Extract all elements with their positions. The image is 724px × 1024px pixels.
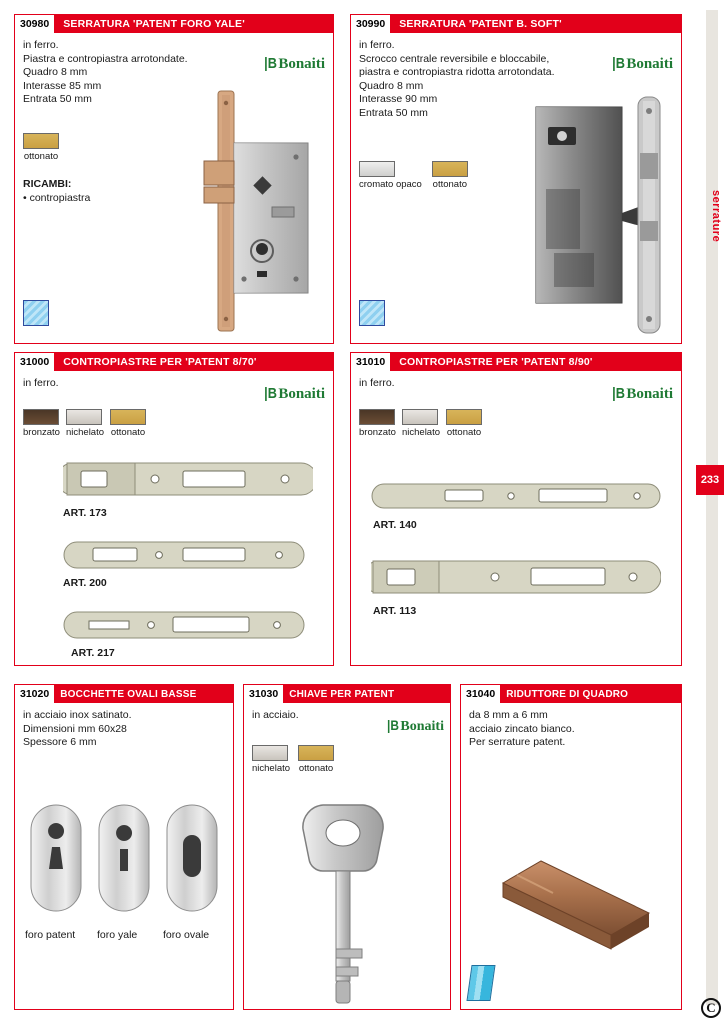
product-code: 31030 [244,685,284,703]
product-code: 31040 [461,685,501,703]
card-body [351,33,681,190]
card-header [351,15,681,33]
card-body [351,371,681,617]
swatch-nichelato [66,409,104,438]
card-body [15,33,333,204]
swatch-color [298,745,334,761]
product-description: in acciaio. [252,709,299,721]
card-header [15,685,233,703]
swatch-color [446,409,482,425]
brand-mark-icon: |B [264,55,278,72]
product-description: in ferro. [23,377,59,389]
product-card-31040 [460,684,682,1010]
publisher-logo: C [701,998,721,1018]
swatch-color [23,409,59,425]
new-product-icon [359,300,385,326]
product-title: CONTROPIASTRE PER 'PATENT 8/70' [55,353,333,371]
card-header [461,685,681,703]
swatch-ottonato [432,161,468,190]
escutcheon-label-yale: foro yale [97,929,138,941]
lock-illustration [526,93,676,338]
swatch-label: ottonato [446,427,482,438]
swatch-nichelato [252,745,290,774]
swatch-label: ottonato [23,151,59,162]
swatch-bronzato [23,409,60,438]
product-card-31030 [243,684,451,1010]
card-header [244,685,450,703]
swatch-cromato-opaco [359,161,422,190]
page-side-rail [696,0,724,1024]
product-card-30980 [14,14,334,344]
product-code: 31000 [15,353,55,371]
brand-logo-bonaiti: |BBonaiti [264,55,325,72]
finish-swatches [23,409,146,438]
swatch-bronzato [359,409,396,438]
brand-mark-icon: |B [612,55,626,72]
item-label-217: ART. 217 [71,647,115,659]
swatch-color [110,409,146,425]
card-body [15,703,233,941]
swatch-color [359,409,395,425]
product-title: BOCCHETTE OVALI BASSE [55,685,233,703]
product-code: 30990 [351,15,391,33]
brand-mark-icon: |B [264,385,278,402]
product-title: RIDUTTORE DI QUADRO [501,685,681,703]
finish-swatches [252,745,334,774]
swatch-label: nichelato [401,427,441,438]
item-label-200: ART. 200 [63,577,107,589]
product-description: in ferro. Piastra e contropiastra arrotondate. Quadro 8 mm Interasse 85 mm Entrata 50 mm [23,39,188,105]
finish-swatches [359,409,482,438]
swatch-ottonato [23,133,59,162]
strike-plate-173-illustration [63,461,313,497]
card-body [244,703,450,774]
swatch-ottonato [110,409,146,438]
swatch-label: cromato opaco [359,179,422,190]
swatch-color [66,409,102,425]
swatch-label: nichelato [65,427,105,438]
product-description: da 8 mm a 6 mm acciaio zincato bianco. Per serrature patent. [469,709,575,748]
product-code: 31020 [15,685,55,703]
item-label-140: ART. 140 [373,519,417,531]
swatch-label: bronzato [23,427,60,438]
strike-plate-140-illustration [371,483,661,509]
section-label: serrature [710,190,722,243]
product-card-31010 [350,352,682,666]
escutcheon-label-ovale: foro ovale [163,929,210,941]
strike-plate-200-illustration [63,541,313,569]
swatch-color [23,133,59,149]
swatch-ottonato [446,409,482,438]
swatch-label: bronzato [359,427,396,438]
product-description: in acciaio inox satinato. Dimensioni mm 60x28 Spessore 6 mm [23,709,132,748]
brand-logo-bonaiti: |BBonaiti [387,717,444,734]
strike-plate-217-illustration [63,611,313,639]
swatch-label: ottonato [432,179,468,190]
product-title: CHIAVE PER PATENT [284,685,450,703]
product-code: 31010 [351,353,391,371]
spare-parts-item: • contropiastra [23,191,91,204]
card-body [15,371,333,659]
card-body [461,703,681,756]
spare-parts-block [23,178,90,205]
card-header [15,15,333,33]
swatch-ottonato [298,745,334,774]
page-number: 233 [696,465,724,495]
product-card-31020 [14,684,234,1010]
brand-mark-icon: |B [612,385,626,402]
brand-mark-icon: |B [387,717,400,733]
product-card-30990 [350,14,682,344]
strike-plate-113-illustration [371,559,661,595]
new-product-icon [466,965,495,1001]
card-header [15,353,333,371]
swatch-label: ottonato [298,763,334,774]
product-description: in ferro. [359,377,395,389]
product-title: SERRATURA 'PATENT FORO YALE' [55,15,333,33]
new-product-icon [23,300,49,326]
swatch-label: nichelato [252,763,291,774]
swatch-color [432,161,468,177]
product-code: 30980 [15,15,55,33]
lock-illustration [200,83,330,333]
item-label-173: ART. 173 [63,507,107,519]
brand-logo-bonaiti: |BBonaiti [612,55,673,72]
product-title: SERRATURA 'PATENT B. SOFT' [391,15,681,33]
card-header [351,353,681,371]
brand-logo-bonaiti: |BBonaiti [264,385,325,402]
swatch-color [402,409,438,425]
finish-swatches [359,161,468,190]
key-illustration [288,799,408,1014]
swatch-nichelato [402,409,440,438]
escutcheon-label-patent: foro patent [25,929,76,941]
product-description: in ferro. Scrocco centrale reversibile e bloccabile, piastra e contropiastra ridotta arrotondata. Quadro 8 mm Interasse 90 mm Entrata 50 mm [359,39,555,119]
swatch-label: ottonato [110,427,146,438]
escutcheon-illustrations [21,799,231,919]
spare-parts-title: RICAMBI: [23,178,72,190]
square-reducer-illustration [497,853,657,953]
product-title: CONTROPIASTRE PER 'PATENT 8/90' [391,353,681,371]
brand-logo-bonaiti: |BBonaiti [612,385,673,402]
finish-swatches [23,133,59,162]
product-card-31000 [14,352,334,666]
item-label-113: ART. 113 [373,605,417,617]
swatch-color [359,161,395,177]
swatch-color [252,745,288,761]
side-rail-bar [706,10,718,1005]
